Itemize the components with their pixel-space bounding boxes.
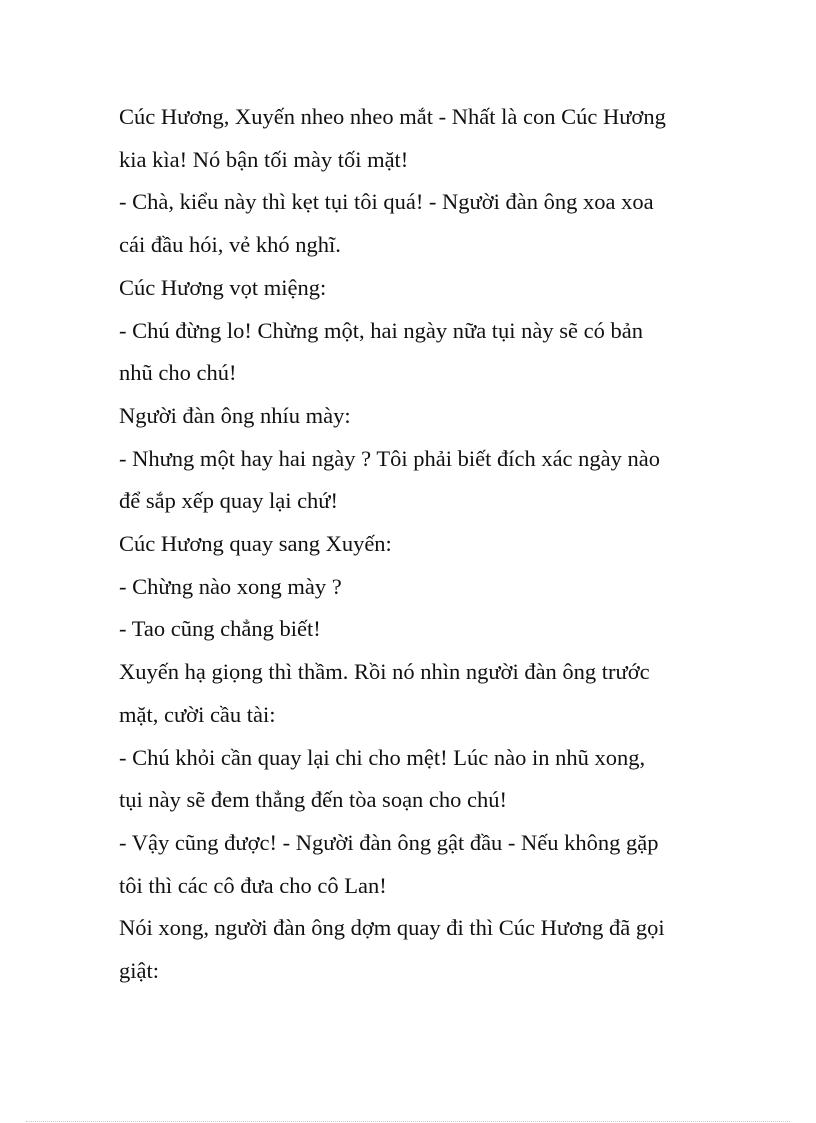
text-line: mặt, cười cầu tài: <box>119 701 276 727</box>
text-line: kia kìa! Nó bận tối mày tối mặt! <box>119 146 409 172</box>
text-line: - Tao cũng chẳng biết! <box>119 616 321 642</box>
text-line: Cúc Hương, Xuyến nheo nheo mắt - Nhất là con Cúc Hương <box>119 104 666 129</box>
page-footer-divider <box>26 1121 790 1122</box>
text-line: - Chú đừng lo! Chừng một, hai ngày nữa tụi này sẽ có bản <box>119 317 644 343</box>
text-line: Xuyến hạ giọng thì thầm. Rồi nó nhìn người đàn ông trước <box>119 659 650 685</box>
text-line: - Chà, kiểu này thì kẹt tụi tôi quá! - Người đàn ông xoa xoa <box>119 189 654 215</box>
story-text <box>119 96 709 993</box>
text-line: cái đầu hói, vẻ khó nghĩ. <box>119 232 341 258</box>
text-line: - Chừng nào xong mày ? <box>119 573 342 599</box>
text-line: giật: <box>119 958 159 984</box>
text-line: nhũ cho chú! <box>119 360 237 386</box>
text-line: Người đàn ông nhíu mày: <box>119 402 351 428</box>
text-line: để sắp xếp quay lại chứ! <box>119 488 338 514</box>
text-line: tôi thì các cô đưa cho cô Lan! <box>119 872 387 898</box>
text-line: - Vậy cũng được! - Người đàn ông gật đầu - Nếu không gặp <box>119 829 659 855</box>
text-line: Nói xong, người đàn ông dợm quay đi thì Cúc Hương đã gọi <box>119 915 665 941</box>
text-line: - Nhưng một hay hai ngày ? Tôi phải biết đích xác ngày nào <box>119 445 661 471</box>
text-line: Cúc Hương vọt miệng: <box>119 274 327 300</box>
text-line: tụi này sẽ đem thẳng đến tòa soạn cho chú! <box>119 787 508 813</box>
text-line: - Chú khỏi cần quay lại chi cho mệt! Lúc nào in nhũ xong, <box>119 744 646 770</box>
text-line: Cúc Hương quay sang Xuyến: <box>119 531 392 557</box>
